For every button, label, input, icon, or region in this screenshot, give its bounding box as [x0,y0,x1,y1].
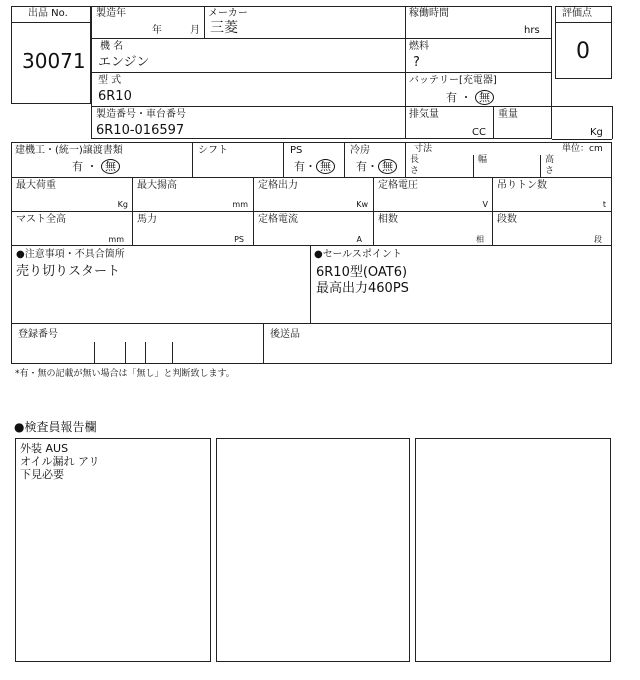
transfer-no-circled: 無 [101,159,120,174]
ac-label: 冷房 [350,145,370,156]
battery-label: バッテリー[充電器] [409,75,497,86]
registration-box [11,324,612,364]
ac-no-circled: 無 [378,159,397,174]
shift-label: シフト [198,145,228,156]
displacement-unit: CC [472,127,486,138]
maker-value: 三菱 [210,20,238,36]
ps-no-circled: 無 [316,159,335,174]
battery-no-circled: 無 [475,90,494,105]
caution-label: ●注意事項・不具合箇所 [16,249,125,260]
max-lift-unit: mm [232,200,248,209]
fuel-label: 燃料 [409,41,429,52]
rated-voltage-label: 定格電圧 [378,180,418,191]
serial-label: 製造番号・車台番号 [96,109,186,120]
displacement-label: 排気量 [409,109,439,120]
hoist-tons-label: 吊りトン数 [497,180,547,191]
registration-label: 登録番号 [18,329,58,340]
hoist-tons-unit: t [602,200,606,209]
max-load-label: 最大荷重 [16,180,56,191]
year-unit: 年 [152,25,162,36]
serial-value: 6R10-016597 [96,123,185,138]
max-load-unit: Kg [117,200,128,209]
month-unit: 月 [190,25,200,36]
phase-count-unit: 相 [476,235,484,244]
ac-choice: 有・ 無 [356,159,397,174]
ps-yes: 有 [294,160,305,173]
weight-unit: Kg [590,127,603,138]
maker-label: メーカー [208,8,248,19]
inspector-line2: オイル漏れ アリ [20,455,100,468]
footnote: *有・無の記載が無い場合は「無し」と判断致します。 [15,369,235,379]
stages-unit: 段 [594,235,602,244]
transfer-yes: 有 [72,160,83,173]
horsepower-unit: PS [234,235,244,244]
type-value: 6R10 [98,89,132,104]
ps-label: PS [290,145,303,156]
dimensions-unit: 単位：cm [562,144,603,154]
weight-label: 重量 [498,109,518,120]
hours-unit: hrs [524,25,540,36]
sales-point-label: ●セールスポイント [314,249,402,260]
width-label: 幅 [478,155,488,165]
rating-label: 評価点 [562,8,592,19]
battery-choice: 有 ・ 無 [446,90,494,105]
transfer-docs-choice: 有 ・ 無 [72,159,120,174]
rated-voltage-unit: V [482,200,488,209]
rating-value: 0 [576,39,590,64]
stages-label: 段数 [497,214,517,225]
inspector-panel-3 [415,438,611,662]
dimensions-label: 寸法 [414,144,433,154]
spec-grid [11,142,612,246]
fuel-value: ? [413,55,420,70]
rated-output-label: 定格出力 [258,180,298,191]
hours-label: 稼働時間 [409,8,449,19]
mast-height-label: マスト全高 [16,214,66,225]
sales-point-line1: 6R10型(OAT6) [316,265,408,280]
caution-text: 売り切りスタート [16,264,121,279]
lot-number-label: 出品 No. [28,8,68,19]
height-label: 高さ [545,155,555,176]
battery-yes: 有 [446,91,457,104]
inspector-line3: 下見必要 [20,468,64,481]
ac-yes: 有 [356,160,367,173]
rated-output-unit: Kw [356,200,368,209]
inspector-panel-2 [216,438,410,662]
inspector-line1: 外装 AUS [20,442,69,455]
year-label: 製造年 [96,8,126,19]
type-label: 型 式 [98,75,122,86]
sales-point-line2: 最高出力460PS [316,281,409,296]
phase-count-label: 相数 [378,214,398,225]
mast-height-unit: mm [108,235,124,244]
shipping-label: 後送品 [270,329,300,340]
rated-current-unit: A [356,235,362,244]
max-lift-label: 最大揚高 [137,180,177,191]
horsepower-label: 馬力 [137,214,157,225]
ps-choice: 有・ 無 [294,159,335,174]
rated-current-label: 定格電流 [258,214,298,225]
model-name-value: エンジン [98,55,150,70]
lot-number: 30071 [22,49,86,73]
model-name-label: 機 名 [100,41,124,52]
inspector-title: ●検査員報告欄 [14,420,97,434]
transfer-docs-label: 建機工・(統一)譲渡書類 [15,145,123,156]
length-label: 長さ [410,155,420,176]
